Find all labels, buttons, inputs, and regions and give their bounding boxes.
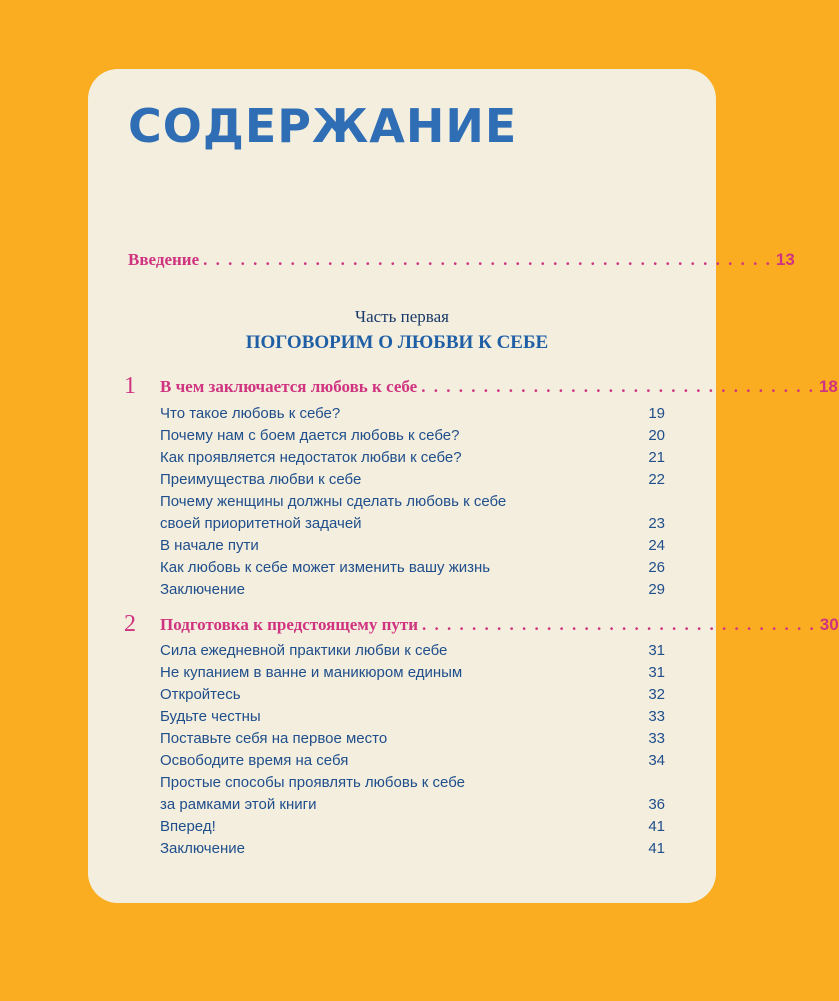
section-page: 33 [648, 708, 665, 725]
dot-leader: . . . . . . . . . . . . . . . . . . . . . . . . . . . . . . . . . . . . . . . . . . . . . . [203, 250, 772, 269]
dot-leader: . . . . . . . . . . . . . . . . . . . . . . . . . . . . . . . . [422, 615, 816, 634]
section-page: 31 [648, 664, 665, 681]
section-title: за рамками этой книги [160, 796, 317, 813]
section-page: 21 [648, 449, 665, 466]
toc-card [88, 69, 839, 903]
chapter-page: 30 [819, 615, 839, 634]
part-title: ПОГОВОРИМ О ЛЮБВИ К СЕБЕ [245, 332, 549, 353]
section-page: 22 [648, 471, 665, 488]
section-row[interactable] [160, 708, 665, 730]
section-title: Как любовь к себе может изменить вашу жизнь [160, 559, 491, 576]
section-title: Освободите время на себя [160, 752, 349, 769]
section-page: 20 [648, 427, 665, 444]
section-page: 36 [648, 796, 665, 813]
chapter-row[interactable] [160, 377, 838, 397]
section-title: Почему женщины должны сделать любовь к себе [160, 493, 507, 510]
section-row[interactable] [160, 405, 665, 427]
section-row[interactable] [160, 581, 665, 603]
page-title: СОДЕРЖАНИЕ [128, 99, 518, 153]
chapter-row[interactable] [160, 615, 839, 635]
toc-intro-row[interactable] [128, 250, 795, 270]
section-page: 32 [648, 686, 665, 703]
section-row[interactable] [160, 796, 665, 818]
part-label: Часть первая [355, 307, 449, 326]
chapter-title: Подготовка к предстоящему пути [160, 615, 419, 634]
section-row[interactable] [160, 752, 665, 774]
section-page: 33 [648, 730, 665, 747]
chapter-number: 2 [124, 611, 136, 637]
section-row[interactable] [160, 730, 665, 752]
section-page: 41 [648, 818, 665, 835]
section-title: В начале пути [160, 537, 259, 554]
section-page: 26 [648, 559, 665, 576]
section-title: Вперед! [160, 818, 216, 835]
section-page: 31 [648, 642, 665, 659]
section-row[interactable] [160, 774, 665, 796]
section-page: 34 [648, 752, 665, 769]
section-title: Что такое любовь к себе? [160, 405, 341, 422]
section-title: Сила ежедневной практики любви к себе [160, 642, 448, 659]
section-title: Не купанием в ванне и маникюром единым [160, 664, 463, 681]
section-title: Поставьте себя на первое место [160, 730, 388, 747]
section-row[interactable] [160, 471, 665, 493]
section-title: своей приоритетной задачей [160, 515, 362, 532]
section-row[interactable] [160, 515, 665, 537]
chapter-page: 18 [818, 377, 838, 396]
section-title: Заключение [160, 840, 245, 857]
toc-intro-label: Введение [128, 250, 200, 269]
dot-leader: . . . . . . . . . . . . . . . . . . . . . . . . . . . . . . . . [421, 377, 815, 396]
toc-intro-page: 13 [775, 250, 795, 269]
section-row[interactable] [160, 664, 665, 686]
section-row[interactable] [160, 537, 665, 559]
section-row[interactable] [160, 686, 665, 708]
section-page: 24 [648, 537, 665, 554]
section-row[interactable] [160, 449, 665, 471]
section-row[interactable] [160, 427, 665, 449]
section-title: Заключение [160, 581, 245, 598]
section-title: Почему нам с боем дается любовь к себе? [160, 427, 460, 444]
section-row[interactable] [160, 559, 665, 581]
section-row[interactable] [160, 840, 665, 862]
section-page: 19 [648, 405, 665, 422]
section-title: Простые способы проявлять любовь к себе [160, 774, 465, 791]
section-title: Будьте честны [160, 708, 261, 725]
chapter-title: В чем заключается любовь к себе [160, 377, 418, 396]
section-page: 41 [648, 840, 665, 857]
section-title: Преимущества любви к себе [160, 471, 362, 488]
chapter-number: 1 [124, 373, 136, 399]
section-page: 23 [648, 515, 665, 532]
section-row[interactable] [160, 493, 665, 515]
section-title: Откройтесь [160, 686, 241, 703]
section-row[interactable] [160, 818, 665, 840]
section-page: 29 [648, 581, 665, 598]
section-row[interactable] [160, 642, 665, 664]
section-title: Как проявляется недостаток любви к себе? [160, 449, 462, 466]
